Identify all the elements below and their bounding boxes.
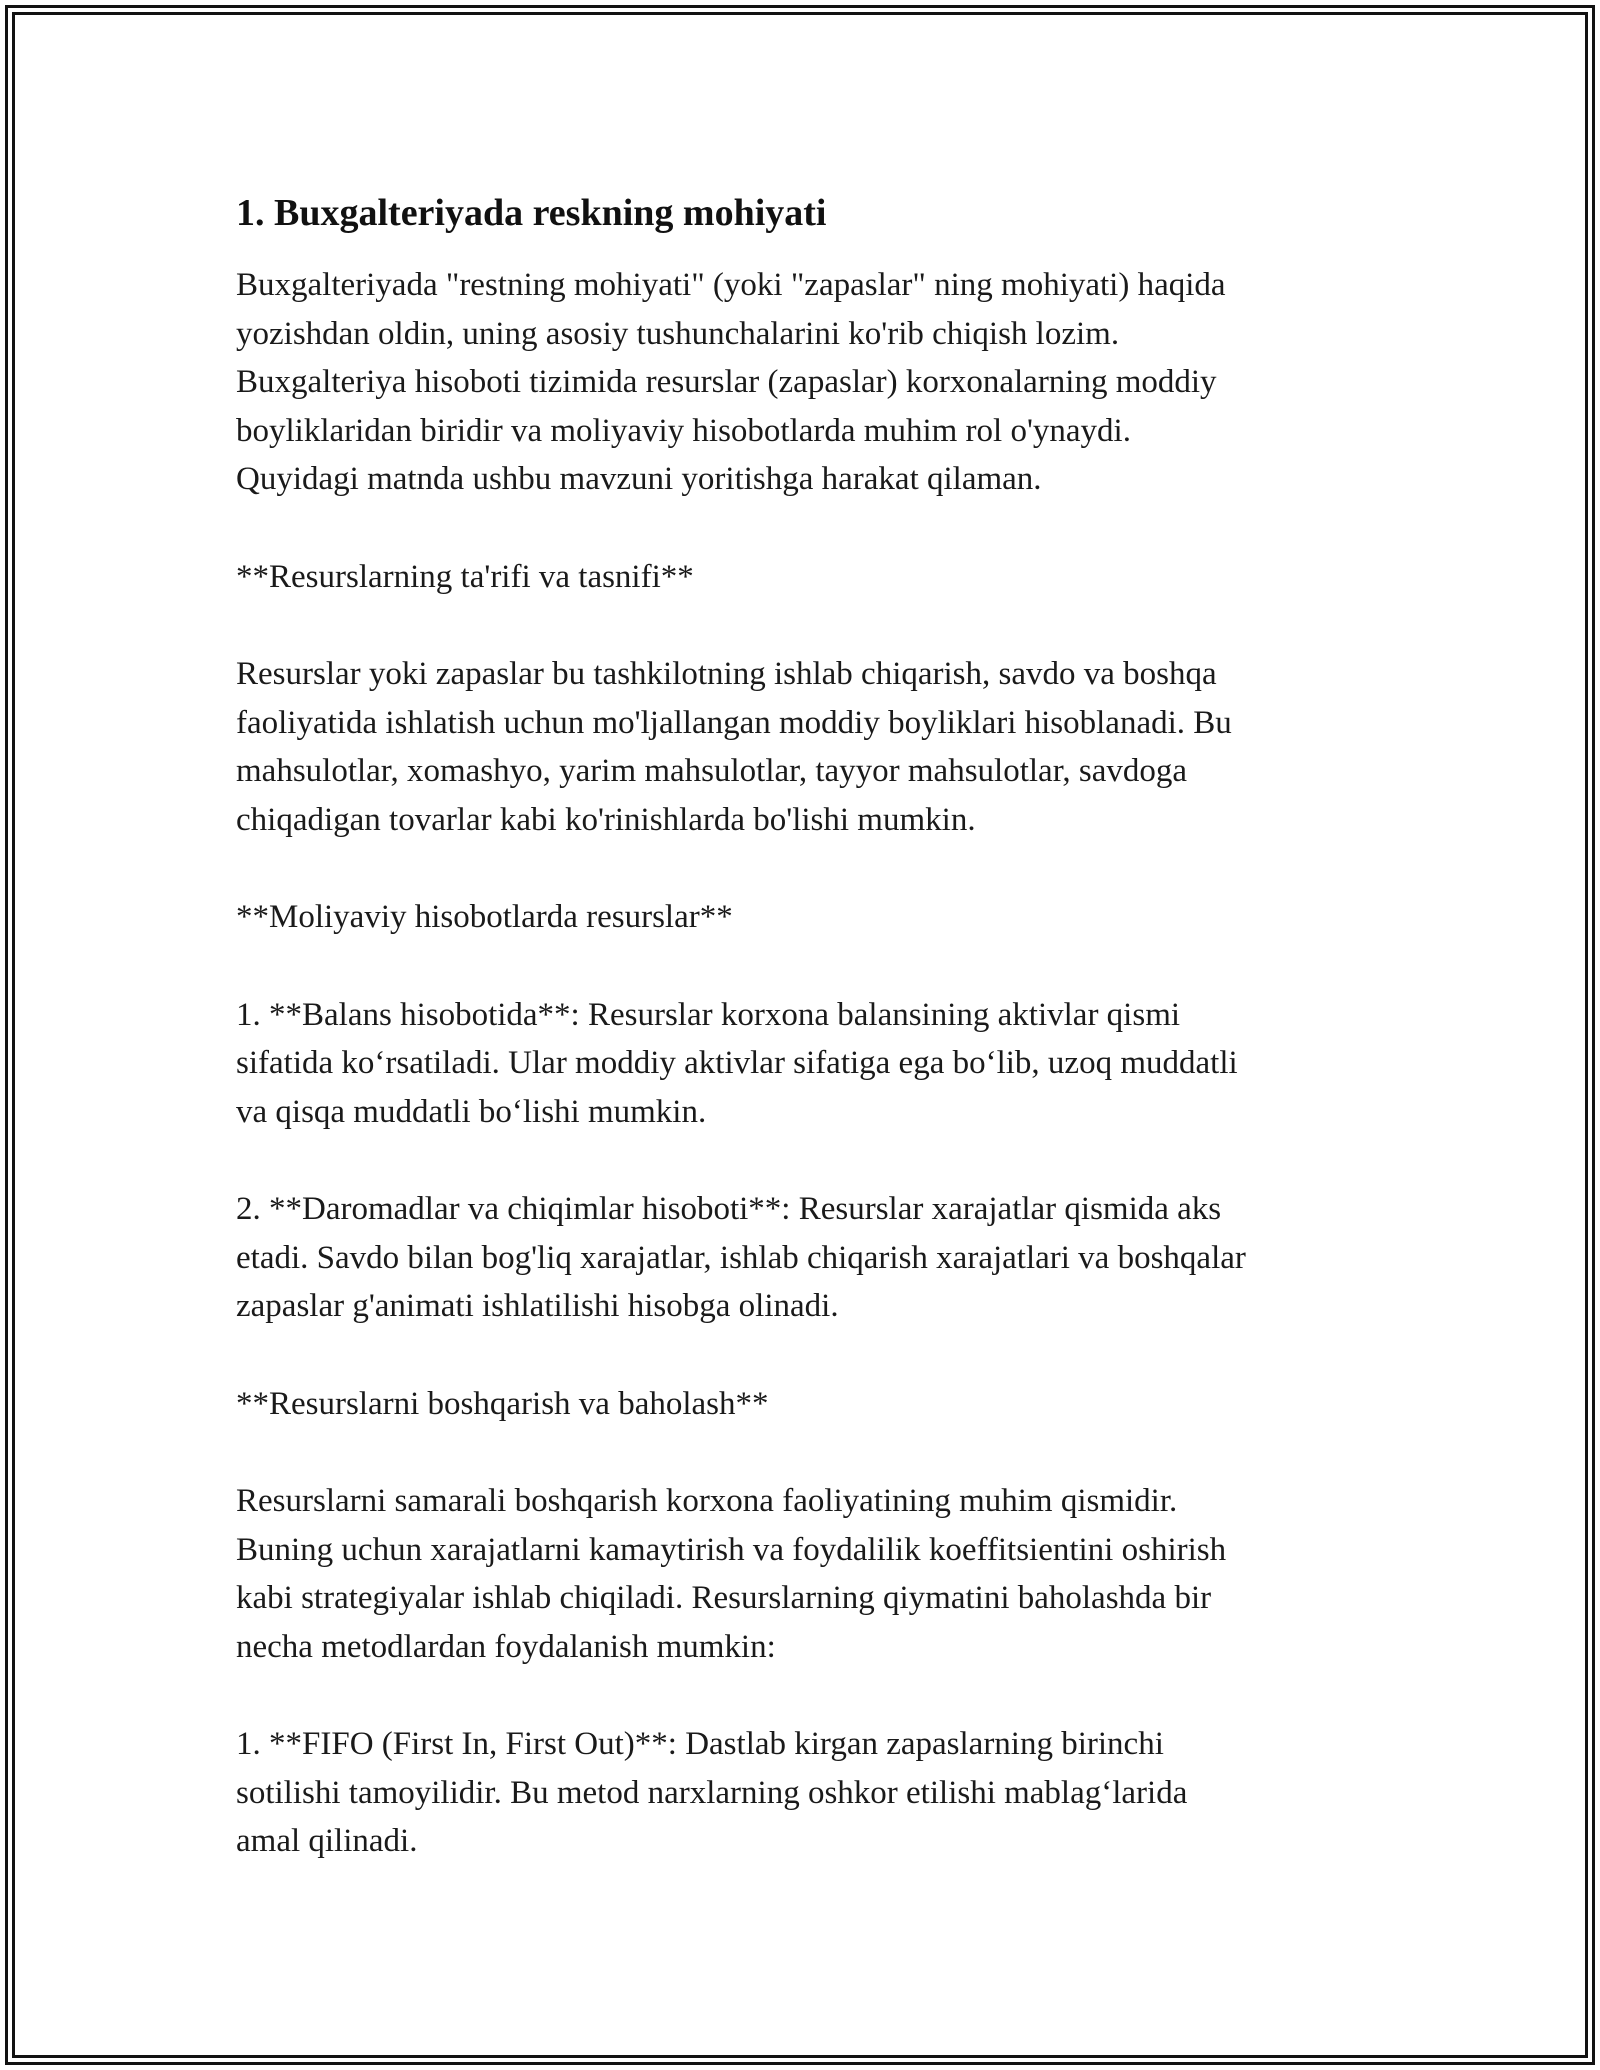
section-heading-financial-reports <box>236 893 1366 942</box>
text-line: chiqadigan tovarlar kabi ko'rinishlarda bo'lishi mumkin. <box>236 801 976 838</box>
list-item-income-expenses <box>236 1185 1366 1331</box>
text-line: **Resurslarning ta'rifi va tasnifi** <box>236 558 694 595</box>
section-heading-definition <box>236 553 1366 602</box>
text-line: sotilishi tamoyilidir. Bu metod narxlarning oshkor etilishi mablag‘larida <box>236 1774 1188 1811</box>
text-line: kabi strategiyalar ishlab chiqiladi. Resurslarning qiymatini baholashda bir <box>236 1580 1212 1616</box>
text-line: Buxgalteriya hisoboti tizimida resurslar (zapaslar) korxonalarning moddiy <box>236 364 1217 400</box>
section-heading-management <box>236 1380 1366 1429</box>
paragraph-intro <box>236 261 1366 504</box>
text-line: etadi. Savdo bilan bog'liq xarajatlar, ishlab chiqarish xarajatlari va boshqalar <box>236 1239 1246 1276</box>
document-body <box>236 185 1366 1915</box>
text-line: boyliklaridan biridir va moliyaviy hisobotlarda muhim rol o'ynaydi. <box>236 412 1131 449</box>
text-line: Resurslar yoki zapaslar bu tashkilotning ishlab chiqarish, savdo va boshqa <box>236 656 1217 692</box>
text-line: Buxgalteriyada "restning mohiyati" (yoki "zapaslar" ning mohiyati) haqida <box>236 267 1226 303</box>
document-title: 1. Buxgalteriyada reskning mohiyati <box>236 192 827 234</box>
text-line: 2. **Daromadlar va chiqimlar hisoboti**: Resurslar xarajatlar qismida aks <box>236 1191 1222 1227</box>
text-line: zapaslar g'animati ishlatilishi hisobga olinadi. <box>236 1288 839 1324</box>
text-line: sifatida ko‘rsatiladi. Ular moddiy aktivlar sifatiga ega bo‘lib, uzoq muddatli <box>236 1045 1238 1081</box>
paragraph-definition <box>236 650 1366 844</box>
text-line: amal qilinadi. <box>236 1823 418 1859</box>
text-line: necha metodlardan foydalanish mumkin: <box>236 1628 776 1665</box>
text-line: **Moliyaviy hisobotlarda resurslar** <box>236 899 733 935</box>
text-line: Buning uchun xarajatlarni kamaytirish va foydalilik koeffitsientini oshirish <box>236 1531 1227 1568</box>
list-item-fifo <box>236 1720 1366 1866</box>
text-line: 1. **FIFO (First In, First Out)**: Dastlab kirgan zapaslarning birinchi <box>236 1726 1164 1762</box>
text-line: va qisqa muddatli bo‘lishi mumkin. <box>236 1093 707 1130</box>
text-line: faoliyatida ishlatish uchun mo'ljallangan moddiy boyliklari hisoblanadi. Bu <box>236 704 1232 741</box>
paragraph-management <box>236 1477 1366 1671</box>
text-line: Resurslarni samarali boshqarish korxona faoliyatining muhim qismidir. <box>236 1483 1178 1519</box>
text-line: **Resurslarni boshqarish va baholash** <box>236 1385 769 1422</box>
list-item-balance <box>236 991 1366 1137</box>
text-line: mahsulotlar, xomashyo, yarim mahsulotlar, tayyor mahsulotlar, savdoga <box>236 753 1188 789</box>
text-line: 1. **Balans hisobotida**: Resurslar korxona balansining aktivlar qismi <box>236 996 1181 1033</box>
text-line: yozishdan oldin, uning asosiy tushunchalarini ko'rib chiqish lozim. <box>236 315 1120 352</box>
text-line: Quyidagi matnda ushbu mavzuni yoritishga harakat qilaman. <box>236 461 1042 497</box>
